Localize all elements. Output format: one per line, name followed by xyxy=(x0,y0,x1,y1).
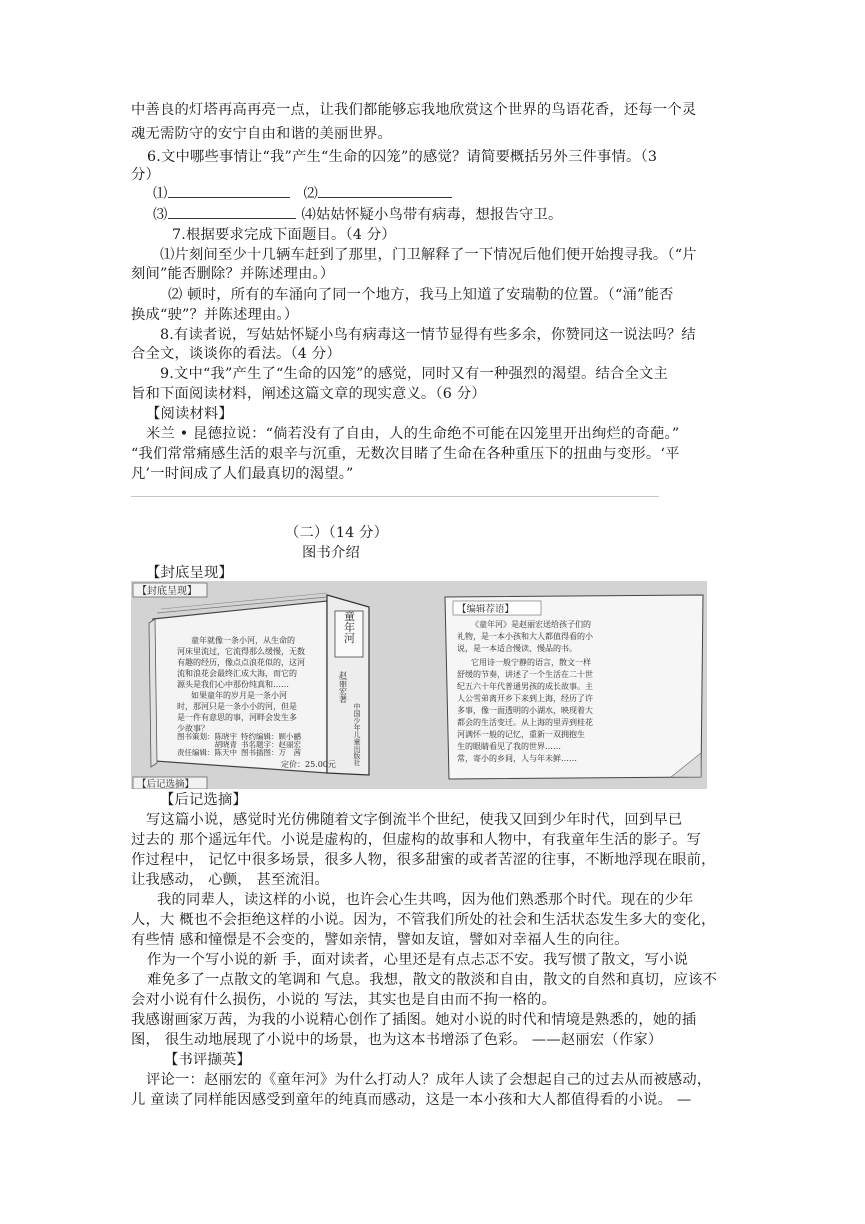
editor-text-line: 人公雪弟离开乡下来到上海，经历了许 xyxy=(457,694,593,703)
review-line: 评论一：赵丽宏的《童年河》为什么打动人？成年人读了会想起自己的过去从而被感动， xyxy=(146,1072,712,1088)
editor-text-line: 多事，像一面透明的小湖水，映现着大 xyxy=(457,706,593,715)
spine-publisher: 中国少年儿童出版社 xyxy=(353,703,361,766)
book-text-line: 少故事？ xyxy=(177,724,209,733)
afterword-line: 作为一个写小说的新 手，面对读者，心里还是有点忐忑不安。我写惯了散文，写小说 xyxy=(147,952,689,968)
editor-text-line: 它用诗一般宁静的语言，散文一样 xyxy=(471,658,591,667)
reading-material-text: 米兰 • 昆德拉说：“倘若没有了自由，人的生命绝不可能在囚笼里开出绚烂的奇葩。” xyxy=(146,426,680,442)
editor-text-line: 《童年河》是赵丽宏送给孩子们的 xyxy=(471,620,591,629)
question-7: 7.根据要求完成下面题目。（4 分） xyxy=(172,227,396,243)
editor-text-line: 生的眼睛看见了我的世界…… xyxy=(457,742,561,751)
editor-text-line: 都会的生活变迁。从上海的里弄到桂花 xyxy=(457,718,593,727)
blank-label: ⑶ xyxy=(153,207,168,223)
credit-line: 特约编辑：顾小鹂 xyxy=(241,732,301,741)
text-line: 刻间”能否删除？并陈述理由。） xyxy=(131,266,335,282)
book-price: 定价：25.00元 xyxy=(281,760,336,769)
book-text-line: 是一件有意思的事，河畔会发生多 xyxy=(177,713,297,722)
afterword-line: 会对小说有什么损伤，小说的 写法，其实也是自由而不拘一格的。 xyxy=(131,992,557,1008)
answer-blank-2[interactable] xyxy=(318,183,452,198)
afterword-line: 我感谢画家万茜，为我的小说精心创作了插图。她对小说的时代和情境是熟悉的，她的插 xyxy=(131,1012,697,1028)
photo-tag-top: 【封底呈现】 xyxy=(137,586,197,597)
afterword-line: 过去的 那个遥远年代。小说是虚构的，但虚构的故事和人物中，有我童年生活的影子。写 xyxy=(131,832,702,848)
question-8: 8.有读者说，写姑姑怀疑小鸟有病毒这一情节显得有些多余，你赞同这一说法吗？结 xyxy=(160,327,696,343)
afterword-heading: 【后记选摘】 xyxy=(160,792,247,808)
answer-blanks-row-2 xyxy=(153,204,562,225)
book-back-cover-image xyxy=(131,581,707,789)
review-line: 儿 童读了同样能因感受到童年的纯真而感动，这是一本小孩和大人都值得看的小说。 — xyxy=(131,1092,692,1108)
reading-material-text: “我们常常痛感生活的艰辛与沉重，无数次目睹了生命在各种重压下的扭曲与变形。‘平 xyxy=(131,446,680,462)
spine-title: 童年河 xyxy=(342,610,356,644)
question-7-2: ⑵ 顿时，所有的车涌向了同一个地方，我马上知道了安瑞勒的位置。（“涌”能否 xyxy=(168,287,674,303)
section-divider xyxy=(131,496,659,497)
question-6: 6.文中哪些事情让“我”产生“生命的囚笼”的感觉？请简要概括另外三件事情。（3 xyxy=(147,149,658,165)
book-text-line: 源头是我们心中那份纯真和…… xyxy=(177,680,289,689)
editor-tag: 【编辑荐语】 xyxy=(457,604,515,615)
photo-tag-bottom: 【后记选摘】 xyxy=(137,779,195,789)
afterword-line: 作过程中， 记忆中很多场景，很多人物，很多甜蜜的或者苦涩的往事，不断地浮现在眼前， xyxy=(131,852,716,868)
blank-label: ⑴ xyxy=(153,186,168,202)
editor-text-line: 舒缓的节奏，讲述了一个生活在二十世 xyxy=(457,670,593,679)
book-back-cover-photo xyxy=(131,581,707,789)
credit-line: 胡晓青 xyxy=(177,740,237,749)
afterword-line: 难免多了一点散文的笔调和 气息。我想，散文的散淡和自由，散文的自然和真切，应该不 xyxy=(147,972,718,988)
credit-line: 图书策划：陈晓宇 xyxy=(177,732,237,741)
text-line: 中善良的灯塔再高再亮一点，让我们都能够忘我地欣赏这个世界的鸟语花香，还每一个灵 xyxy=(131,102,697,118)
afterword-line: 我的同辈人，读这样的小说，也许会心生共鸣，因为他们熟悉那个时代。现在的少年 xyxy=(157,892,694,908)
blank-label: ⑵ xyxy=(303,186,318,202)
text-line: 旨和下面阅读材料，阐述这篇文章的现实意义。（6 分） xyxy=(131,386,486,402)
afterword-line: 让我感动， 心颤， 甚至流泪。 xyxy=(131,872,329,888)
credit-line: 书名题字：赵丽宏 xyxy=(241,740,301,749)
afterword-line: 人，大 概也不会拒绝这样的小说。因为，不管我们所处的社会和生活状态发生多大的变化， xyxy=(131,912,716,928)
reading-material-heading: 【阅读材料】 xyxy=(146,406,233,422)
question-9: 9.文中“我”产生了“生命的囚笼”的感觉，同时又有一种强烈的渴望。结合全文主 xyxy=(160,366,668,382)
book-text-line: 有趣的经历，像点点浪花似的，这河 xyxy=(177,658,305,667)
answer-blank-3[interactable] xyxy=(168,204,296,219)
afterword-line: 图， 很生动地展现了小说中的场景，也为这本书增添了色彩。 ——赵丽宏（作家） xyxy=(131,1032,663,1048)
text-line: 合全文，谈谈你的看法。（4 分） xyxy=(131,346,341,362)
editor-text-line: 礼物，是一本小孩和大人都值得看的小 xyxy=(457,632,593,641)
cover-heading: 【封底呈现】 xyxy=(146,565,233,581)
editor-text-line: 常，寄小的乡间，人与年未鲜…… xyxy=(457,754,577,763)
book-text-line: 河床里流过，它流得那么缓慢，无数 xyxy=(177,647,305,656)
book-text-line: 流和浪花会最终汇成大海，而它的 xyxy=(177,669,297,678)
reading-material-text: 凡’一时间成了人们最真切的渴望。” xyxy=(131,466,354,482)
text-line: 魂无需防守的安宁自由和谐的美丽世界。 xyxy=(131,126,392,142)
text-line: 分） xyxy=(131,167,160,183)
book-text-line: 如果童年的岁月是一条小河 xyxy=(191,691,287,700)
credit-line: 责任编辑：陈天中 xyxy=(177,748,237,757)
editor-text-line: 河满怀一般的记忆，重新一双拥抱生 xyxy=(457,730,585,739)
afterword-line: 写这篇小说，感觉时光仿佛随着文字倒流半个世纪，使我又回到少年时代，回到早已 xyxy=(146,812,683,828)
book-text-line: 童年就像一条小河，从生命的 xyxy=(191,636,295,645)
question-7-1: ⑴片刻间至少十几辆车赶到了那里，门卫解释了一下情况后他们便开始搜寻我。（“片 xyxy=(160,247,697,263)
editor-text-line: 说，是一本适合慢读、慢品的书。 xyxy=(457,644,577,653)
book-text-line: 时，那河只是一条小小的河，但是 xyxy=(177,702,297,711)
answer-blank-1[interactable] xyxy=(168,183,290,198)
text-line: 换成“驶”？并陈述理由。） xyxy=(131,307,299,323)
answer-item-4: ⑷姑姑怀疑小鸟带有病毒，想报告守卫。 xyxy=(301,207,563,223)
afterword-line: 有些情 感和憧憬是不会变的，譬如亲情，譬如友谊，譬如对幸福人生的向往。 xyxy=(131,932,629,948)
section-title: 图书介绍 xyxy=(302,545,360,561)
answer-blanks-row-1 xyxy=(153,183,452,204)
credit-line: 图书插图：万 茜 xyxy=(241,748,301,757)
section-heading: （二）（14 分） xyxy=(285,525,389,541)
spine-author: 赵丽宏著 xyxy=(338,671,348,703)
review-heading: 【书评撷英】 xyxy=(164,1052,251,1068)
editor-text-line: 纪五六十年代普通男孩的成长故事。主 xyxy=(457,682,593,691)
